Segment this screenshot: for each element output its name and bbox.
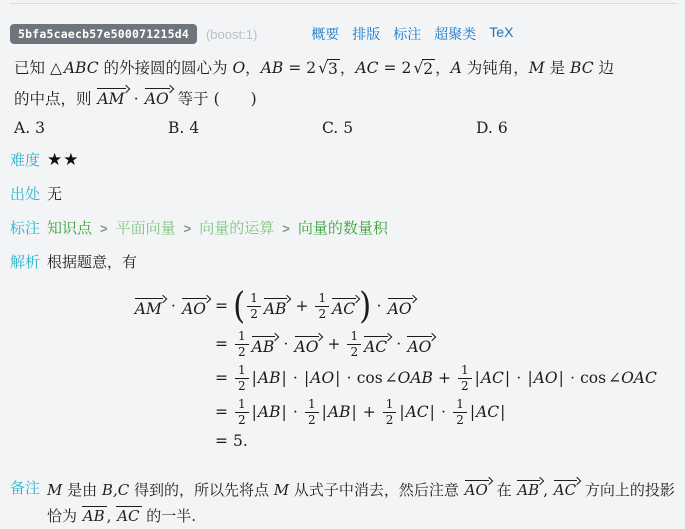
vector-overarrow: AO <box>406 332 435 355</box>
derivation-line <box>132 429 685 453</box>
vector-overarrow: AO <box>144 84 173 107</box>
math-operator: ⋅ <box>440 403 447 421</box>
option-value: 3 <box>35 119 45 137</box>
text: 的外接圆的圆心为 <box>98 59 233 77</box>
option-label: C. <box>322 119 339 137</box>
derivation-rhs <box>210 363 657 393</box>
math-italic: AC <box>405 403 429 421</box>
question-stem <box>14 55 671 113</box>
tag-separator-icon: > <box>183 221 192 236</box>
vector-overarrow: AB <box>263 294 291 317</box>
derivation-rhs <box>210 284 416 328</box>
option-A <box>14 119 168 137</box>
knowledge-tag[interactable]: 向量的运算 <box>199 220 275 237</box>
absolute-value <box>526 369 564 387</box>
math-operator: = <box>215 369 228 387</box>
option-value: 4 <box>189 119 200 137</box>
math-italic: ∠OAB <box>384 369 433 387</box>
option-D <box>476 119 630 137</box>
vector-overarrow: AO <box>387 294 416 317</box>
fraction <box>453 397 467 427</box>
absolute-value <box>474 369 512 387</box>
tags-row <box>10 218 675 239</box>
math-operator: ⋅ <box>292 403 299 421</box>
math-italic: AO <box>310 369 335 387</box>
absolute-value <box>303 369 341 387</box>
fraction <box>347 329 361 359</box>
option-label: D. <box>476 119 493 137</box>
math-operator: ⋅ <box>396 335 402 353</box>
options-row <box>14 119 671 137</box>
absolute-value <box>321 403 358 421</box>
option-value: 6 <box>497 119 508 137</box>
abs-bar: | <box>474 369 480 387</box>
fraction-numerator: 1 <box>238 363 246 378</box>
fraction-numerator: 1 <box>238 397 246 412</box>
note-row <box>10 476 677 529</box>
square-root <box>413 59 435 79</box>
text: , <box>543 481 553 499</box>
knowledge-tag[interactable]: 向量的数量积 <box>297 220 388 237</box>
header-link[interactable]: 概要 <box>311 26 340 42</box>
fraction-denominator: 2 <box>347 344 361 359</box>
analysis-row <box>10 252 675 273</box>
math-operator: ⋅ <box>346 369 352 387</box>
math-operator: ⋅ <box>292 369 299 387</box>
abs-bar: | <box>281 403 287 421</box>
fraction-numerator: 1 <box>456 397 464 412</box>
header-links <box>311 24 526 44</box>
fraction-numerator: 1 <box>308 397 316 412</box>
knowledge-tags <box>47 218 388 239</box>
math-italic: AO <box>533 369 558 387</box>
difficulty-stars: ★★ <box>47 150 80 169</box>
text: 在 <box>491 481 517 499</box>
header-link[interactable]: 超聚类 <box>434 26 477 42</box>
knowledge-tag[interactable]: 平面向量 <box>115 220 176 237</box>
abs-bar: | <box>351 403 357 421</box>
math-roman: 5. <box>233 432 248 450</box>
math-italic: M <box>528 59 545 77</box>
abs-bar: | <box>321 403 327 421</box>
square-root <box>318 59 340 79</box>
radicand: 3 <box>328 60 338 78</box>
math-operator: = <box>215 432 228 450</box>
abs-bar: | <box>251 369 257 387</box>
text: 为钝角， <box>461 59 529 77</box>
math-operator: = <box>288 59 302 77</box>
big-paren: ( <box>233 284 246 328</box>
question-detail-panel <box>0 3 685 529</box>
vector-overarrow: AC <box>553 476 580 499</box>
fraction <box>235 329 249 359</box>
math-roman: 2 <box>401 59 412 77</box>
text: 从式子中消去，然后注意 <box>289 481 464 499</box>
math-operator: = <box>215 297 228 315</box>
header-link[interactable]: 标注 <box>393 26 422 42</box>
math-operator: = <box>383 59 397 77</box>
math-operator: + <box>362 403 376 421</box>
source-row <box>10 184 675 205</box>
math-italic: AC <box>476 403 500 421</box>
question-line-2 <box>14 84 671 113</box>
option-label: A. <box>14 119 31 137</box>
abs-bar: | <box>527 369 533 387</box>
math-italic: AC <box>480 369 504 387</box>
abs-bar: | <box>500 403 506 421</box>
fraction <box>383 397 397 427</box>
abs-bar: | <box>504 369 511 387</box>
text: 得到的，所以先将点 <box>129 481 274 499</box>
absolute-value <box>469 403 507 421</box>
math-roman: △ <box>49 59 62 77</box>
math-operator: ⋅ <box>133 90 139 108</box>
header-link[interactable]: TeX <box>489 24 514 40</box>
derivation-rhs <box>210 397 506 427</box>
fraction <box>458 363 472 393</box>
math-italic: O <box>232 59 246 77</box>
math-operator: + <box>327 335 341 353</box>
question-line-1 <box>14 55 671 82</box>
fraction-denominator: 2 <box>247 306 261 321</box>
vector-overarrow: AM <box>134 294 166 317</box>
tags-label: 标注 <box>10 220 41 237</box>
radical-sign: √ <box>318 59 329 77</box>
math-roman: 2 <box>306 59 317 77</box>
vector-overarrow: AM <box>96 84 128 107</box>
option-B <box>168 119 322 137</box>
fraction <box>235 397 249 427</box>
fraction <box>315 291 329 321</box>
abs-bar: | <box>251 403 257 421</box>
big-paren: ) <box>359 284 372 328</box>
abs-bar: | <box>281 369 287 387</box>
math-italic: A <box>450 59 462 77</box>
math-italic: M <box>47 481 63 499</box>
fraction-numerator: 1 <box>350 329 359 344</box>
math-italic: B,C <box>101 481 130 499</box>
vector-overarrow: AO <box>294 332 323 355</box>
top-divider <box>10 3 677 4</box>
derivation-line <box>132 395 685 429</box>
vector-overarrow: AB <box>516 476 543 499</box>
tag-separator-icon: > <box>282 221 290 236</box>
derivation-rhs <box>210 329 435 359</box>
absolute-value <box>251 369 288 387</box>
abs-bar: | <box>558 369 564 387</box>
knowledge-tag[interactable]: 知识点 <box>47 220 93 237</box>
analysis-label: 解析 <box>10 254 41 271</box>
option-C <box>322 119 476 137</box>
abs-bar: | <box>399 403 405 421</box>
fraction <box>305 397 319 427</box>
fraction-denominator: 2 <box>315 306 329 321</box>
math-operator: ⋅ <box>283 335 289 353</box>
fraction-numerator: 1 <box>250 291 258 306</box>
option-value: 5 <box>343 119 354 137</box>
text: 的一半. <box>141 507 197 525</box>
math-italic: M <box>273 481 290 499</box>
absolute-value <box>251 403 288 421</box>
analysis-intro: 根据题意，有 <box>47 253 138 271</box>
fraction-numerator: 1 <box>385 397 394 412</box>
derivation-lhs <box>132 294 210 317</box>
math-operator: = <box>215 335 228 353</box>
abs-bar: | <box>469 403 476 421</box>
abs-bar: | <box>304 369 310 387</box>
math-operator: ⋅ <box>170 296 177 315</box>
math-italic: ABC <box>63 59 99 77</box>
fraction-numerator: 1 <box>318 291 327 306</box>
tag-separator-icon: > <box>100 221 108 236</box>
vector-overarrow: AB <box>251 332 279 355</box>
math-italic: AB <box>257 369 281 387</box>
radical-sign: √ <box>413 59 424 77</box>
note-text <box>47 476 677 529</box>
math-operator: = <box>215 403 228 421</box>
fraction <box>235 363 249 393</box>
derivation-block <box>132 285 685 453</box>
fraction-denominator: 2 <box>235 378 249 393</box>
math-italic: AB <box>327 403 351 421</box>
fraction-denominator: 2 <box>305 412 319 427</box>
vector-overarrow: AC <box>363 332 391 355</box>
derivation-line <box>132 285 685 327</box>
derivation-rhs <box>210 432 250 450</box>
segment-overline: AC <box>117 507 140 525</box>
note-label: 备注 <box>10 480 41 497</box>
text: ， <box>339 59 356 77</box>
fraction-denominator: 2 <box>453 412 467 427</box>
text: 已知 <box>14 59 50 77</box>
text: 方向上的投影恰为 <box>47 481 675 525</box>
option-label: B. <box>168 119 185 137</box>
math-operator: + <box>437 369 451 387</box>
absolute-value <box>398 403 436 421</box>
derivation-line <box>132 361 685 395</box>
fraction-denominator: 2 <box>383 412 397 427</box>
question-id-badge: 5bfa5caecb57e500071215d4 <box>10 24 197 44</box>
fraction-denominator: 2 <box>458 378 472 393</box>
segment-overline: AB <box>82 507 105 525</box>
fraction-denominator: 2 <box>235 344 249 359</box>
source-label: 出处 <box>10 186 41 203</box>
math-italic: ∠OAC <box>608 369 657 387</box>
math-italic: AB <box>260 59 284 77</box>
math-operator: ⋅ <box>516 369 522 387</box>
difficulty-row <box>10 150 675 171</box>
abs-bar: | <box>429 403 435 421</box>
text: , <box>106 507 117 525</box>
abs-bar: | <box>335 369 341 387</box>
math-operator: + <box>295 297 309 315</box>
text: ， <box>245 59 261 77</box>
source-value: 无 <box>47 185 63 203</box>
math-italic: AC <box>355 59 379 77</box>
derivation-line <box>132 327 685 361</box>
vector-overarrow: AO <box>464 476 492 499</box>
vector-overarrow: AO <box>181 294 210 317</box>
boost-label: (boost:1) <box>205 26 258 42</box>
math-italic: AB <box>257 403 281 421</box>
text: 的中点，则 <box>14 90 97 108</box>
text: 是 <box>544 59 571 77</box>
text: 是由 <box>62 481 102 499</box>
fraction-numerator: 1 <box>460 363 469 378</box>
text: 边 <box>593 59 615 77</box>
header-link[interactable]: 排版 <box>352 26 381 42</box>
text: ， <box>435 59 451 77</box>
math-operator: ⋅ <box>376 297 382 315</box>
header-row <box>10 24 675 44</box>
math-operator: ⋅ <box>569 369 576 387</box>
fraction-numerator: 1 <box>238 329 246 344</box>
math-roman: cos <box>580 369 607 387</box>
vector-overarrow: AC <box>331 294 359 317</box>
fraction <box>247 291 261 321</box>
fraction-denominator: 2 <box>235 412 249 427</box>
math-roman: cos <box>356 369 383 387</box>
difficulty-label: 难度 <box>10 152 41 169</box>
radicand: 2 <box>423 60 434 78</box>
math-italic: BC <box>570 59 594 77</box>
text: 等于 ( ) <box>172 90 257 108</box>
